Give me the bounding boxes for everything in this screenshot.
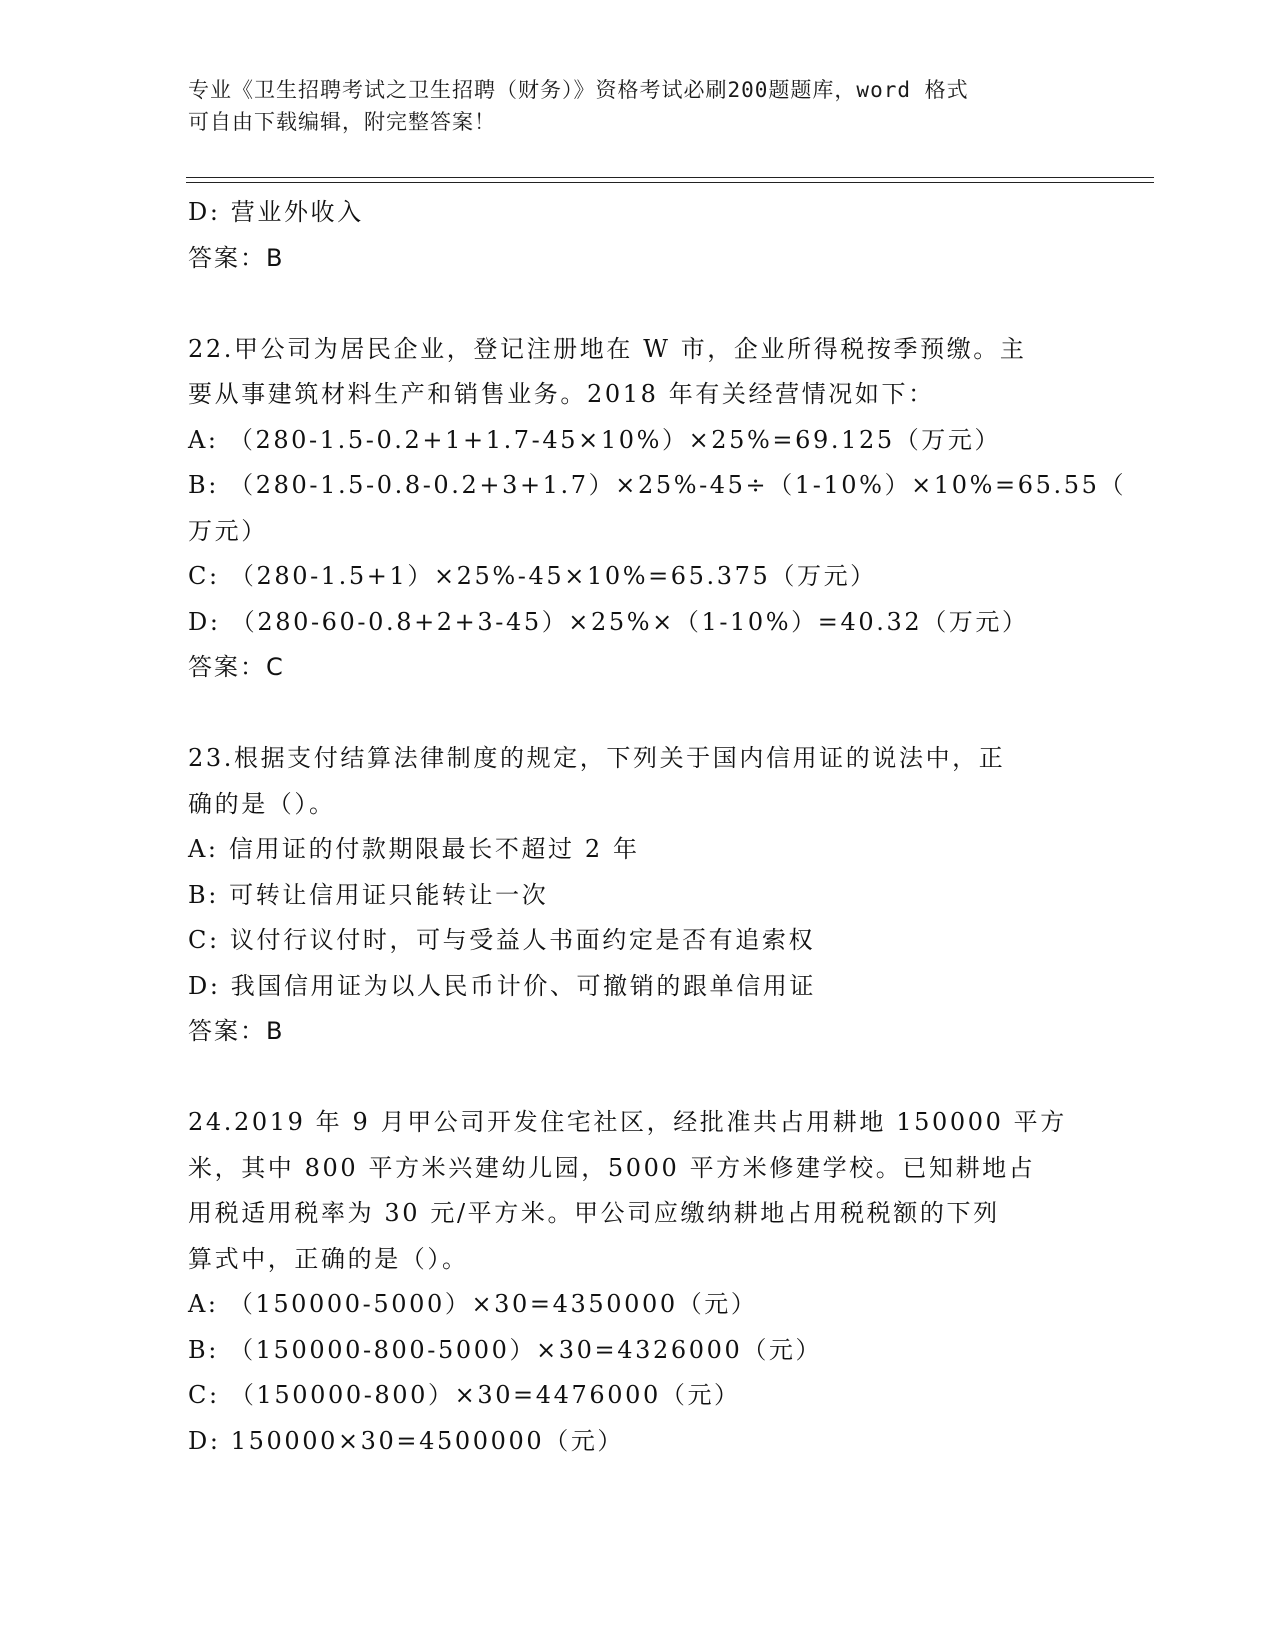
option-d: D: 我国信用证为以人民币计价、可撤销的跟单信用证 [188, 971, 816, 1000]
option-b: B: （150000-800-5000）×30=4326000（元） [188, 1335, 823, 1364]
answer: 答案：C [188, 653, 285, 681]
option-b-continued: 万元） [188, 516, 268, 545]
answer-previous: 答案：B [188, 243, 285, 272]
question-stem-line: 用税适用税率为 30 元/平方米。甲公司应缴纳耕地占用税税额的下列 [188, 1199, 1000, 1227]
header-line-1: 专业《卫生招聘考试之卫生招聘（财务）》资格考试必刷200题题库，word 格式 [188, 78, 969, 102]
header-divider-top [186, 177, 1154, 178]
option-c: C: （150000-800）×30=4476000（元） [188, 1381, 741, 1409]
question-stem-line: 22.甲公司为居民企业，登记注册地在 W 市，企业所得税按季预缴。主 [188, 334, 1027, 363]
option-a: A: （150000-5000）×30=4350000（元） [188, 1290, 758, 1318]
question-stem-line: 要从事建筑材料生产和销售业务。2018 年有关经营情况如下： [188, 380, 935, 408]
document-body [188, 190, 1127, 1464]
option-b: B: 可转让信用证只能转让一次 [188, 880, 549, 909]
option-c: C: （280-1.5+1）×25%-45×10%=65.375（万元） [188, 562, 877, 590]
option-c: C: 议付行议付时，可与受益人书面约定是否有追索权 [188, 926, 816, 954]
page-header [188, 74, 1068, 138]
option-d: D: （280-60-0.8+2+3-45）×25%×（1-10%）=40.32（万元） [188, 607, 1029, 636]
header-line-2: 可自由下载编辑，附完整答案！ [188, 110, 496, 134]
spacer [188, 691, 1078, 737]
answer: 答案：B [188, 1017, 285, 1045]
option-b: B: （280-1.5-0.8-0.2+3+1.7）×25%-45÷（1-10%）×10%=65.55（ [188, 471, 1127, 499]
question-stem-line: 24.2019 年 9 月甲公司开发住宅社区，经批准共占用耕地 150000 平方 [188, 1108, 1067, 1136]
option-a: A: 信用证的付款期限最长不超过 2 年 [188, 835, 640, 863]
question-24 [188, 1100, 1078, 1464]
question-stem-line: 23.根据支付结算法律制度的规定，下列关于国内信用证的说法中，正 [188, 744, 1006, 772]
question-stem-line: 算式中，正确的是（）。 [188, 1244, 469, 1273]
option-a: A: （280-1.5-0.2+1+1.7-45×10%）×25%=69.125（万元） [188, 425, 1002, 454]
spacer [188, 281, 1078, 327]
question-stem-line: 米，其中 800 平方米兴建幼儿园，5000 平方米修建学校。已知耕地占 [188, 1153, 1036, 1182]
question-22 [188, 327, 1127, 691]
option-d: D: 150000×30=4500000（元） [188, 1426, 625, 1455]
question-23 [188, 736, 1078, 1055]
header-divider-bottom [186, 182, 1154, 183]
question-stem-line: 确的是（）。 [188, 789, 336, 818]
option-d-previous: D: 营业外收入 [188, 198, 364, 226]
spacer [188, 1055, 1078, 1101]
